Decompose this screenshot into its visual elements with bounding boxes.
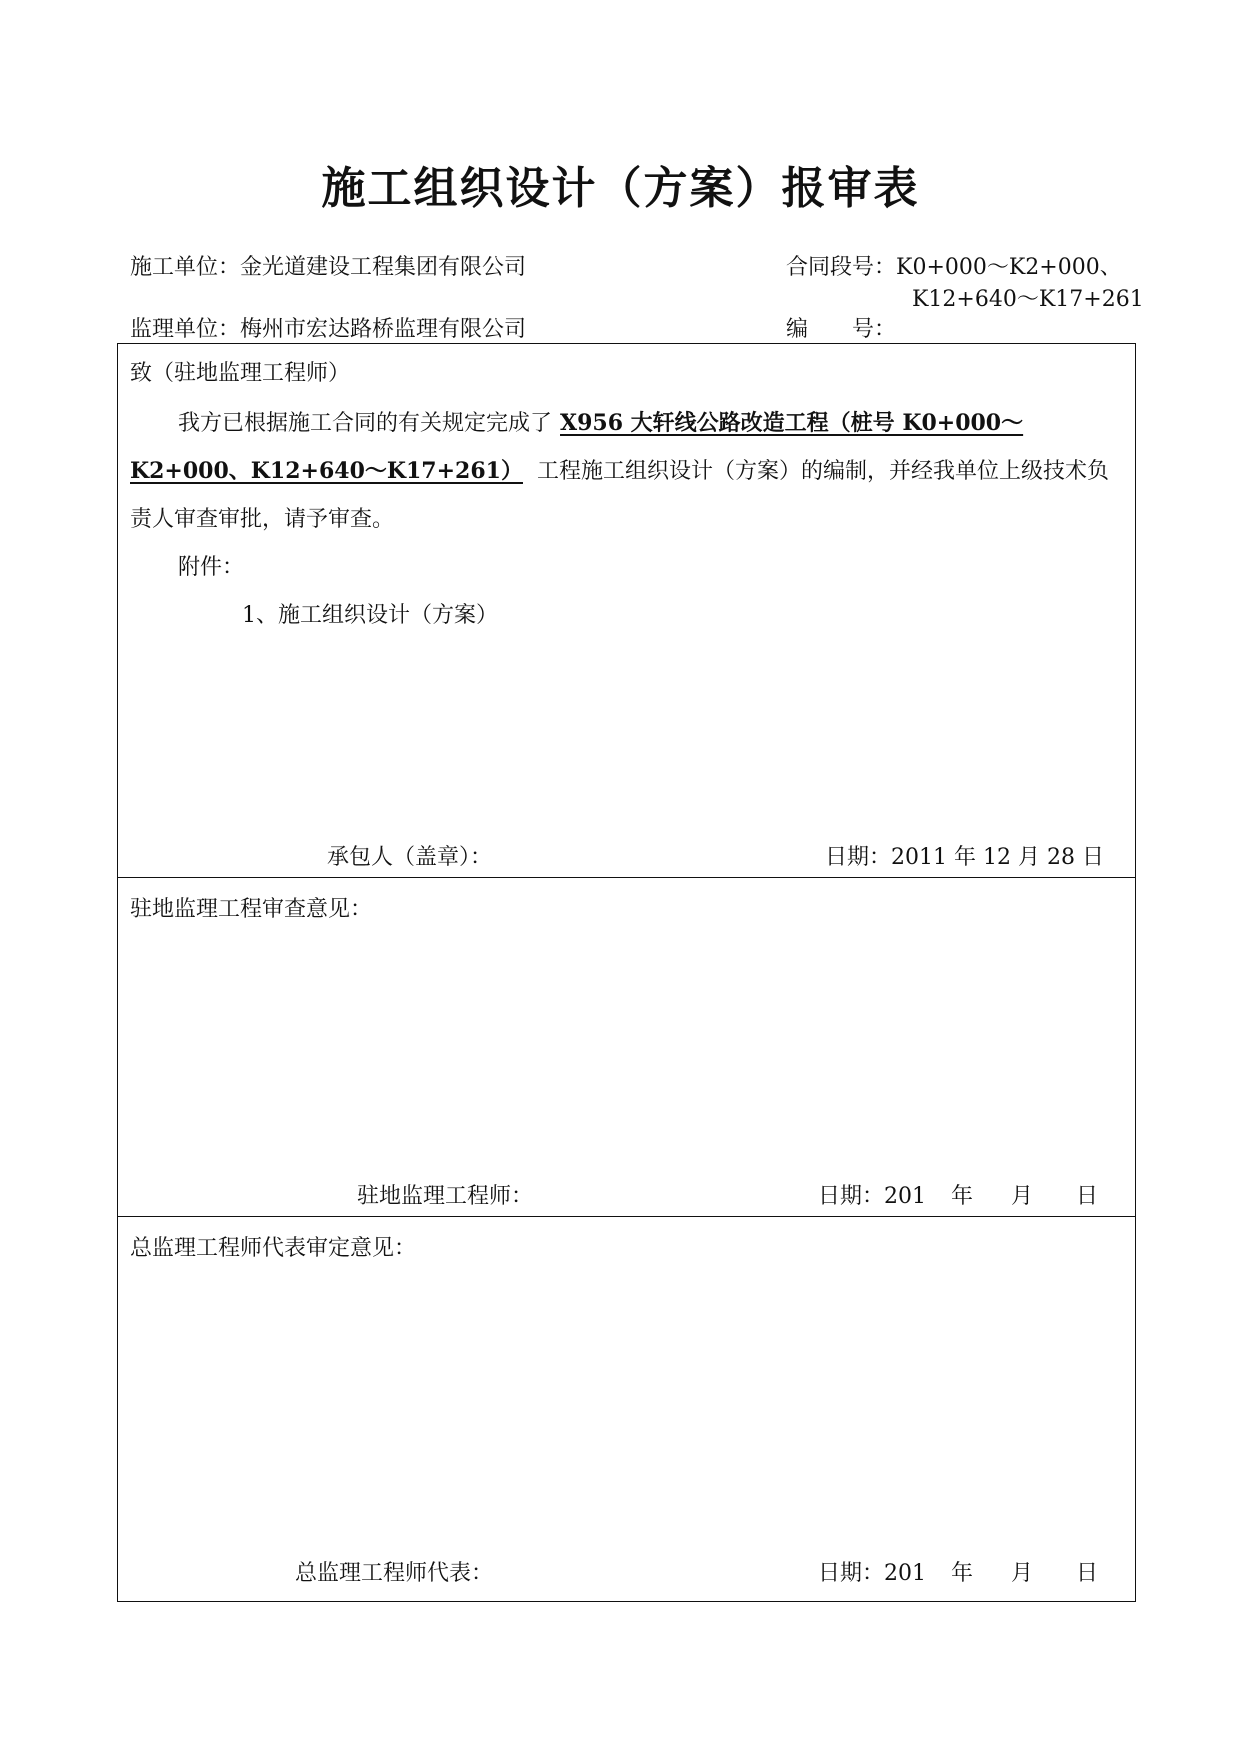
application-section [117, 343, 1136, 877]
number-label: 编 号： [786, 317, 897, 342]
resident-date-month: 月 [1011, 1184, 1034, 1209]
contract-value-line1: K0+000～K2+000、 [896, 255, 1122, 280]
application-date: 日期：2011 年 12 月 28 日 [825, 845, 1104, 870]
application-text-a: 我方已根据施工合同的有关规定完成了 [178, 411, 553, 436]
contract-value-line2: K12+640～K17+261 [912, 287, 1144, 312]
chief-review-heading: 总监理工程师代表审定意见： [130, 1236, 417, 1261]
attachment-label: 附件： [178, 555, 245, 580]
resident-review-heading: 驻地监理工程审查意见： [130, 897, 373, 922]
addressee: 致（驻地监理工程师） [130, 361, 351, 386]
page-title: 施工组织设计（方案）报审表 [321, 163, 920, 214]
application-text-c: 责人审查审批，请予审查。 [130, 507, 395, 532]
contractor-sign-label: 承包人（盖章）： [327, 845, 493, 870]
chief-date-year: 年 [951, 1561, 974, 1586]
supervisor-label: 监理单位： [130, 317, 241, 342]
chief-engineer-review-section [117, 1216, 1136, 1602]
project-name-a: X956 大轩线公路改造工程（桩号 K0+000～ [560, 410, 1024, 436]
resident-engineer-review-section [117, 877, 1136, 1216]
resident-date-day: 日 [1076, 1184, 1099, 1209]
resident-date-year: 年 [951, 1184, 974, 1209]
resident-date-label: 日期：201 [818, 1184, 926, 1209]
contract-label: 合同段号： [786, 255, 897, 280]
supervisor-row [130, 312, 526, 343]
application-line-2 [130, 454, 1109, 485]
chief-date-label: 日期：201 [818, 1561, 926, 1586]
application-text-b: 工程施工组织设计（方案）的编制，并经我单位上级技术负 [536, 459, 1109, 484]
contractor-row [130, 250, 526, 281]
supervisor-value: 梅州市宏达路桥监理有限公司 [240, 317, 527, 342]
application-line-1 [178, 406, 1023, 437]
contractor-value: 金光道建设工程集团有限公司 [240, 255, 527, 280]
chief-date-month: 月 [1011, 1561, 1034, 1586]
project-name-b: K2+000、K12+640～K17+261） [130, 458, 523, 484]
attachment-item: 1、施工组织设计（方案） [242, 603, 498, 628]
resident-engineer-sign-label: 驻地监理工程师： [357, 1184, 534, 1209]
chief-engineer-sign-label: 总监理工程师代表： [295, 1561, 494, 1586]
contractor-label: 施工单位： [130, 255, 241, 280]
chief-date-day: 日 [1076, 1561, 1099, 1586]
contract-row [786, 250, 1122, 281]
